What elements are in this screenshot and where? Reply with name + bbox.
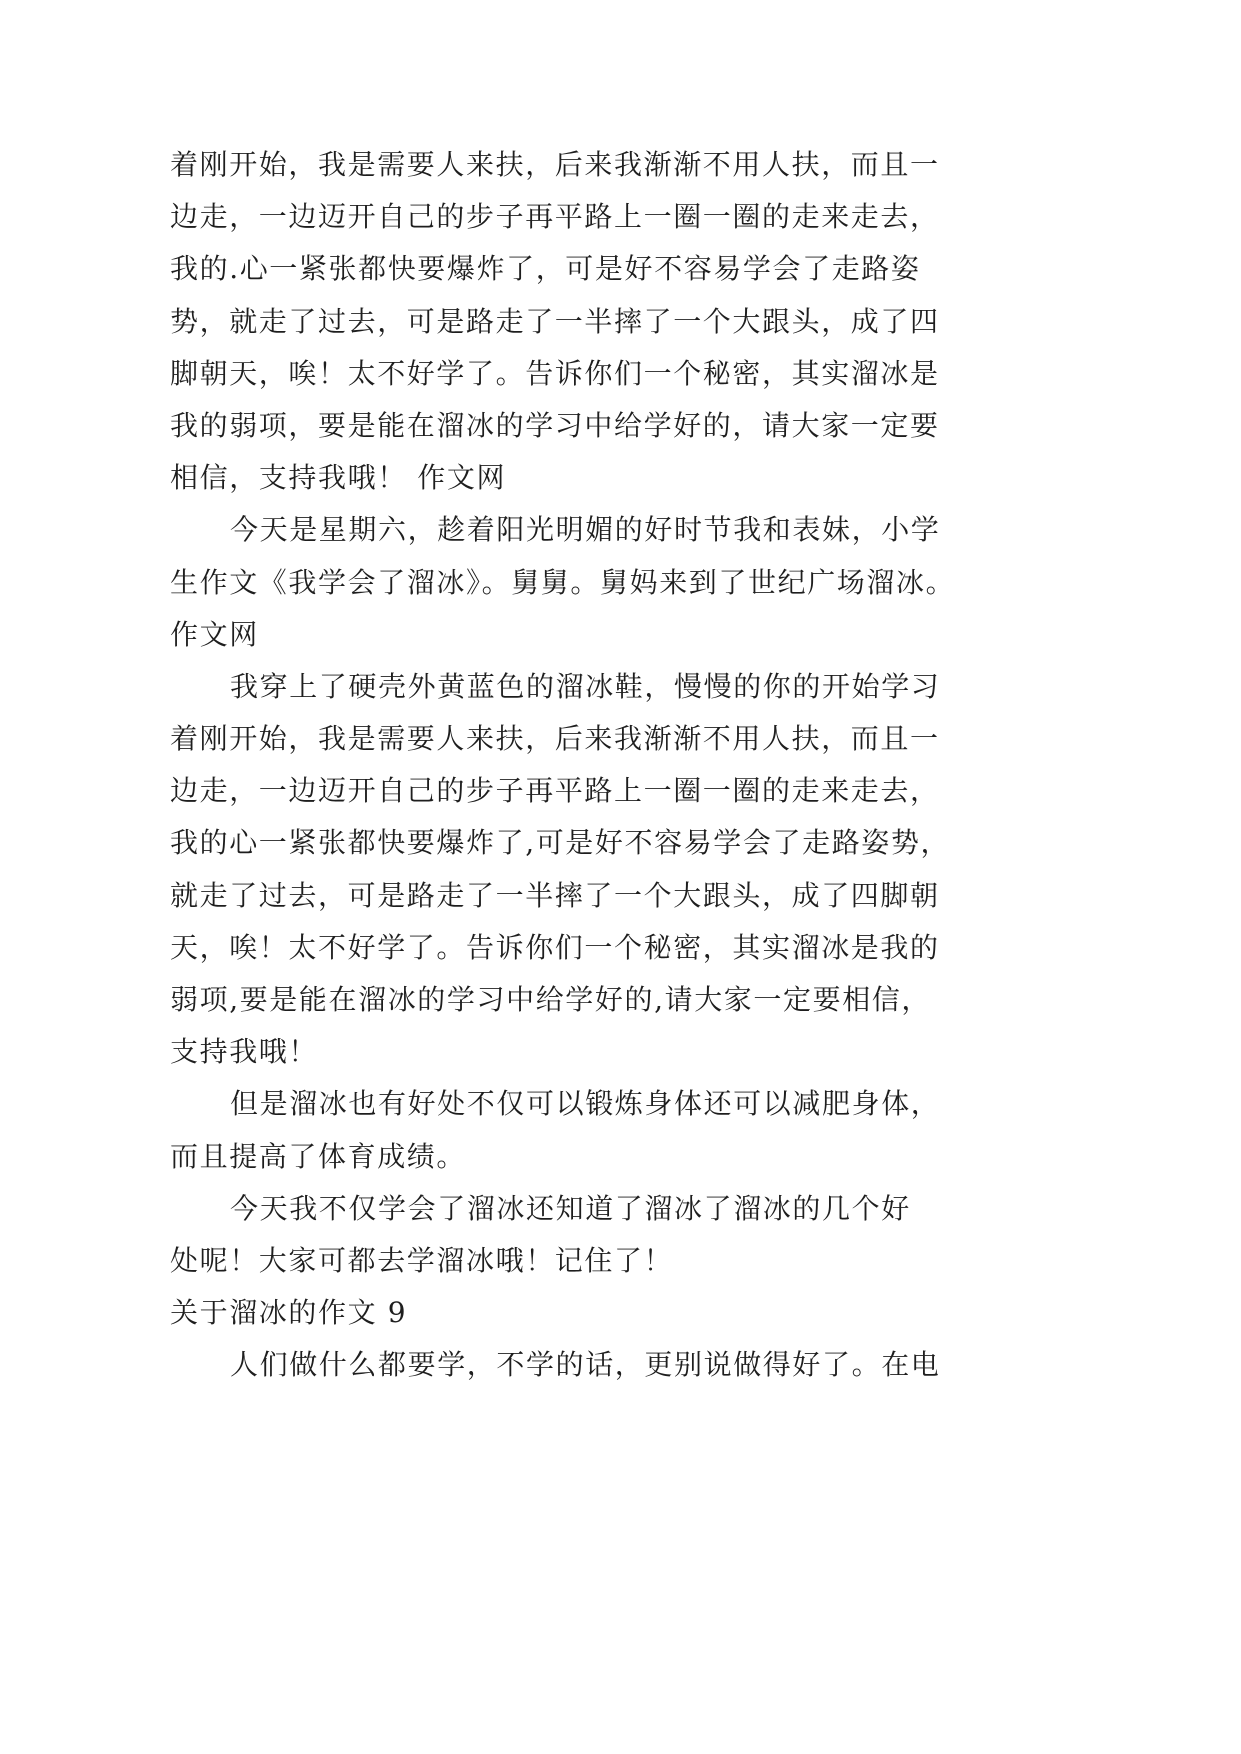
text-line: 我的心一紧张都快要爆炸了,可是好不容易学会了走路姿势， [170,826,951,860]
paragraph [170,661,1000,1079]
text-line: 处呢！大家可都去学溜冰哦！记住了！ [170,1243,674,1277]
text-line: 生作文《我学会了溜冰》。舅舅。舅妈来到了世纪广场溜冰。 [170,565,956,599]
paragraph [170,139,1000,504]
text-line: 今天是星期六，趁着阳光明媚的好时节我和表妹，小学 [230,513,941,547]
text-line: 就走了过去，可是路走了一半摔了一个大跟头，成了四脚朝 [170,878,940,912]
text-line: 弱项,要是能在溜冰的学习中给学好的,请大家一定要相信， [170,983,932,1016]
text-line: 而且提高了体育成绩。 [170,1139,467,1173]
text-line: 支持我哦！ [170,1035,319,1069]
text-line: 相信，支持我哦！ 作文网 [170,461,507,495]
text-line: 我的.心一紧张都快要爆炸了，可是好不容易学会了走路姿 [170,252,921,286]
essay-title: 关于溜冰的作文 9 [170,1296,408,1330]
text-line: 我穿上了硬壳外黄蓝色的溜冰鞋，慢慢的你的开始学习 [230,669,941,703]
text-line: 边走，一边迈开自己的步子再平路上一圈一圈的走来走去， [170,774,940,808]
text-line: 作文网 [170,617,259,651]
text-line: 着刚开始，我是需要人来扶，后来我渐渐不用人扶，而且一 [170,148,940,181]
paragraph [170,1078,1000,1182]
essay-9 [170,1287,1000,1391]
text-line: 但是溜冰也有好处不仅可以锻炼身体还可以减肥身体， [230,1087,941,1121]
text-line: 我的弱项，要是能在溜冰的学习中给学好的，请大家一定要 [170,408,940,442]
text-line: 脚朝天，唉！太不好学了。告诉你们一个秘密，其实溜冰是 [170,356,940,390]
text-line: 天，唉！太不好学了。告诉你们一个秘密，其实溜冰是我的 [170,930,940,964]
text-line: 今天我不仅学会了溜冰还知道了溜冰了溜冰的几个好 [230,1191,911,1225]
text-line: 人们做什么都要学，不学的话，更别说做得好了。在电 [230,1348,941,1382]
essay-continued [170,139,1000,1287]
text-line: 着刚开始，我是需要人来扶，后来我渐渐不用人扶，而且一 [170,722,940,756]
text-line: 势，就走了过去，可是路走了一半摔了一个大跟头，成了四 [170,304,940,338]
text-line: 边走，一边迈开自己的步子再平路上一圈一圈的走来走去， [170,200,940,234]
paragraph [170,1339,1000,1391]
document-body [170,139,1000,1392]
paragraph [170,504,1000,661]
paragraph [170,1183,1000,1287]
